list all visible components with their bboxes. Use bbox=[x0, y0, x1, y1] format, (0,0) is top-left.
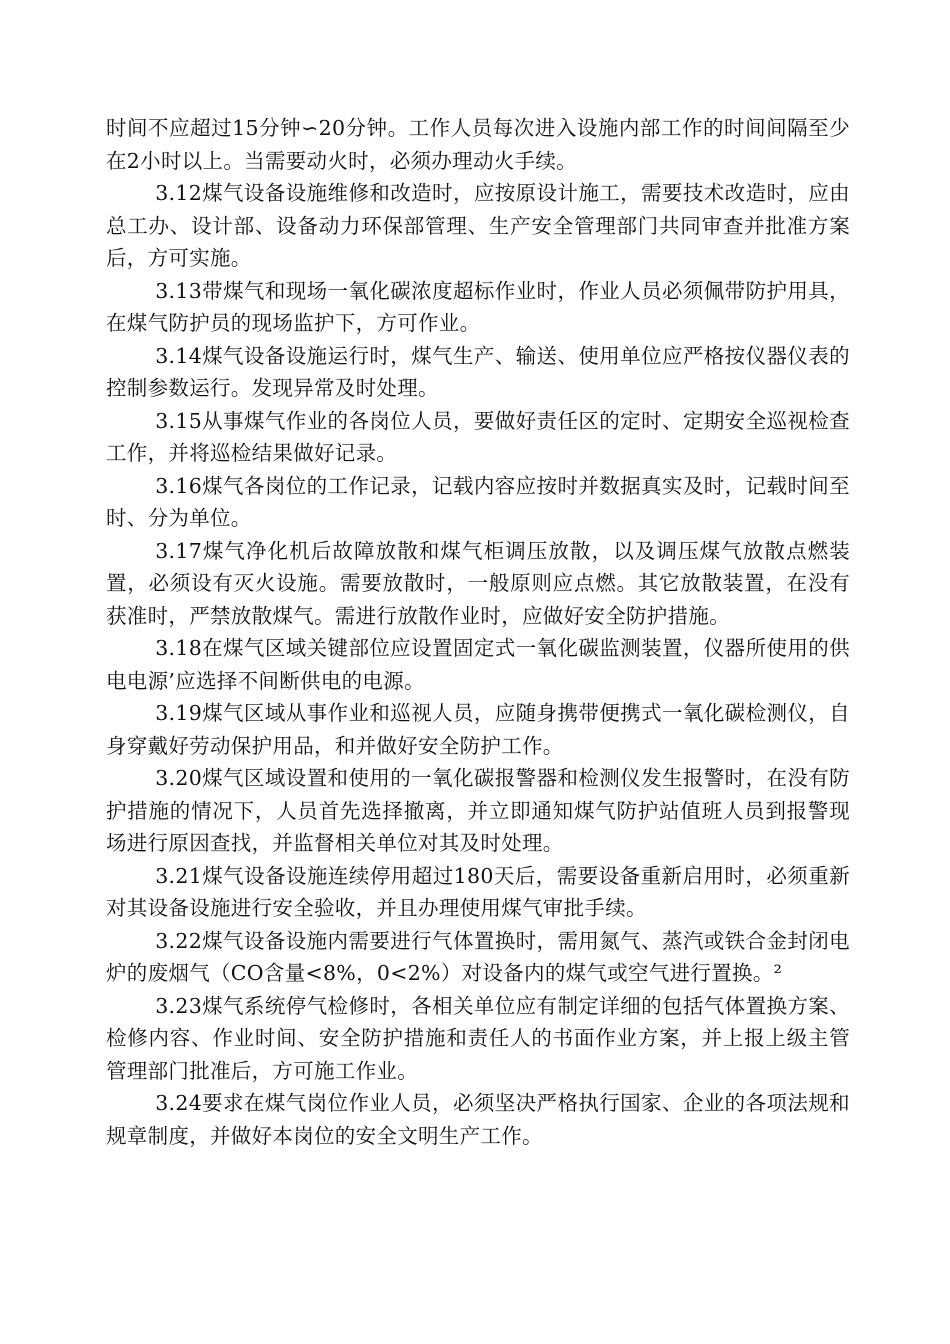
paragraph-3-24: 3.24要求在煤气岗位作业人员，必须坚决严格执行国家、企业的各项法规和规章制度，并做好本岗位的安全文明生产工作。 bbox=[106, 1091, 850, 1148]
body-text bbox=[106, 112, 850, 1152]
paragraph-3-13: 3.13带煤气和现场一氧化碳浓度超标作业时，作业人员必须佩带防护用具，在煤气防护员的现场监护下，方可作业。 bbox=[106, 278, 850, 335]
paragraph-3-12: 3.12煤气设备设施维修和改造时，应按原设计施工，需要技术改造时，应由总工办、设计部、设备动力环保部管理、生产安全管理部门共同审查并批准方案后，方可实施。 bbox=[106, 181, 850, 270]
paragraph-3-23: 3.23煤气系统停气检修时，各相关单位应有制定详细的包括气体置换方案、检修内容、作业时间、安全防护措施和责任人的书面作业方案，并上报上级主管管理部门批准后，方可施工作业。 bbox=[106, 993, 850, 1083]
paragraph-3-22: 3.22煤气设备设施内需要进行气体置换时，需用氮气、蒸汽或铁合金封闭电炉的废烟气（CO含量<8%，0<2%）对设备内的煤气或空气进行置换。² bbox=[106, 928, 850, 985]
paragraph-3-18: 3.18在煤气区域关键部位应设置固定式一氧化碳监测装置，仪器所使用的供电电源’应选择不间断供电的电源。 bbox=[106, 636, 850, 693]
paragraph-3-20: 3.20煤气区域设置和使用的一氧化碳报警器和检测仪发生报警时，在没有防护措施的情况下，人员首先选择撤离，并立即通知煤气防护站值班人员到报警现场进行原因查找，并监督相关单位对其及时处理。 bbox=[106, 766, 850, 855]
paragraph-3-14: 3.14煤气设备设施运行时，煤气生产、输送、使用单位应严格按仪器仪表的控制参数运行。发现异常及时处理。 bbox=[106, 343, 850, 400]
paragraph-3-19: 3.19煤气区域从事作业和巡视人员，应随身携带便携式一氧化碳检测仪，自身穿戴好劳动保护用品，和并做好安全防护工作。 bbox=[106, 701, 850, 758]
paragraph-3-16: 3.16煤气各岗位的工作记录，记载内容应按时并数据真实及时，记载时间至时、分为单位。 bbox=[106, 473, 850, 530]
paragraph-3-21: 3.21煤气设备设施连续停用超过180天后，需要设备重新启用时，必须重新对其设备设施进行安全验收，并且办理使用煤气审批手续。 bbox=[106, 863, 850, 920]
paragraph-3-15: 3.15从事煤气作业的各岗位人员，要做好责任区的定时、定期安全巡视检查工作，并将巡检结果做好记录。 bbox=[106, 408, 850, 465]
paragraph-3-17: 3.17煤气净化机后故障放散和煤气柜调压放散，以及调压煤气放散点燃装置，必须设有灭火设施。需要放散时，一般原则应点燃。其它放散装置，在没有获准时，严禁放散煤气。需进行放散作业时，应做好安全防护措施。 bbox=[106, 538, 850, 628]
paragraph-continued: 时间不应超过15分钟∽20分钟。工作人员每次进入设施内部工作的时间间隔至少在2小时以上。当需要动火时，必须办理动火手续。 bbox=[106, 116, 850, 173]
